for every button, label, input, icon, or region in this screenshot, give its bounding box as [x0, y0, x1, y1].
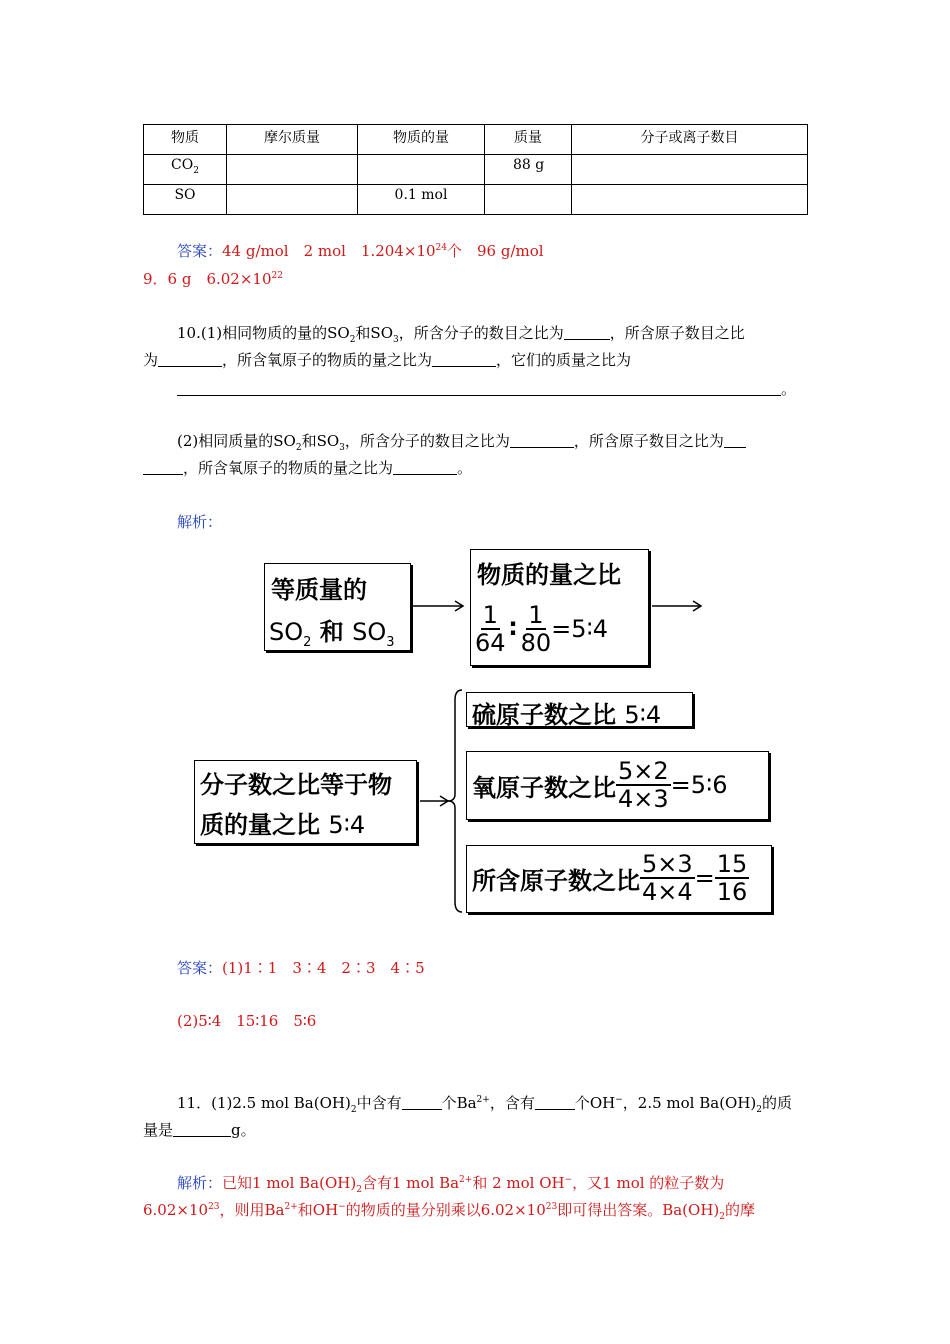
- mole-ratio-box: 物质的量之比 $\frac{1}{64}$ ∶ $\frac{1}{80}$ =5∶4: [470, 549, 649, 666]
- fraction: $\frac{15}{16}$: [716, 850, 748, 906]
- analysis-2-line-1: 解析：已知1 mol $Ba(OH)_2$含有1 mol $Ba^{2+}$和 2 mol OH−，又1 mol 的粒子数为: [177, 1174, 725, 1195]
- answer-label: 答案：: [177, 959, 223, 977]
- table-header-cell: 物质: [144, 125, 227, 155]
- table-header-cell: 物质的量: [358, 125, 485, 155]
- table-cell: 88 g: [485, 155, 572, 185]
- equal-mass-box: 等质量的 $SO_2$ 和 $SO_3$: [264, 563, 411, 651]
- fraction: $\frac{5\times 3}{4\times 4}$: [642, 850, 693, 906]
- oxygen-ratio-box: 氧原子数之比 $\frac{5\times 2}{4\times 3}$ =5∶6: [466, 751, 769, 820]
- fraction: $\frac{5\times 2}{4\times 3}$: [618, 757, 669, 813]
- answer-blank[interactable]: [173, 1122, 231, 1137]
- table-cell: 0.1 mol: [358, 185, 485, 215]
- fraction: $\frac{1}{80}$: [520, 601, 552, 657]
- answer-2-line-1: 答案：(1)1∶1 3∶4 2∶3 4∶5: [177, 959, 425, 977]
- question-11-cont: 量是 g。: [143, 1121, 256, 1139]
- branch-brace: [448, 690, 462, 912]
- table-cell: $CO_2$: [144, 155, 227, 185]
- question-11: 11．(1)2.5 mol $Ba(OH)_2$中含有 个$Ba^{2+}$，含有 个OH−，2.5 mol $Ba(OH)_2$的质: [177, 1094, 793, 1115]
- table-cell: SO: [144, 185, 227, 215]
- molecule-ratio-box: 分子数之比等于物 质的量之比 5∶4: [194, 760, 417, 844]
- analysis-label: 解析：: [177, 1174, 223, 1192]
- question-10-part-1-end: 。: [177, 378, 796, 399]
- answer-blank[interactable]: [535, 1095, 575, 1110]
- answer-2-line-2: (2)5∶4 15∶16 5∶6: [177, 1012, 317, 1030]
- question-10-part-1: 10.(1)相同物质的量的$SO_2$和$SO_3$，所含分子的数目之比为 ，所含原子数目之比: [177, 324, 745, 345]
- analysis-2-line-2: $6.02\times 10^{23}$，则用$Ba^{2+}$和OH−的物质的量分别乘以$6.02\times 10^{23}$即可得出答案。$Ba(OH)_2$的摩: [143, 1201, 756, 1222]
- analysis-label: 解析：: [177, 513, 223, 531]
- question-10-part-1-cont: 为 ，所含氧原子的物质的量之比为 ，它们的质量之比为: [143, 351, 632, 369]
- answer-1-line-2: 9．6 g $6.02\times 10^{22}$: [143, 270, 283, 288]
- total-atom-ratio-box: 所含原子数之比 $\frac{5\times 3}{4\times 4}$ = $\frac{15}{16}$: [466, 845, 772, 913]
- fraction: $\frac{1}{64}$: [475, 601, 506, 657]
- table-header-cell: 摩尔质量: [227, 125, 358, 155]
- question-10-part-2: (2)相同质量的$SO_2$和$SO_3$，所含分子的数目之比为 ，所含原子数目之比为: [177, 430, 746, 453]
- sulfur-ratio-box: 硫原子数之比 5∶4: [466, 692, 693, 727]
- question-10-part-2-cont: ，所含氧原子的物质的量之比为 。: [143, 457, 472, 478]
- answer-1-line-1: 答案：44 g/mol 2 mol $1.204\times 10^{24}$个 96 g/mol: [177, 242, 544, 260]
- answer-label: 答案：: [177, 242, 223, 260]
- table-header-cell: 分子或离子数目: [572, 125, 808, 155]
- answer-blank[interactable]: [402, 1095, 442, 1110]
- table-header-cell: 质量: [485, 125, 572, 155]
